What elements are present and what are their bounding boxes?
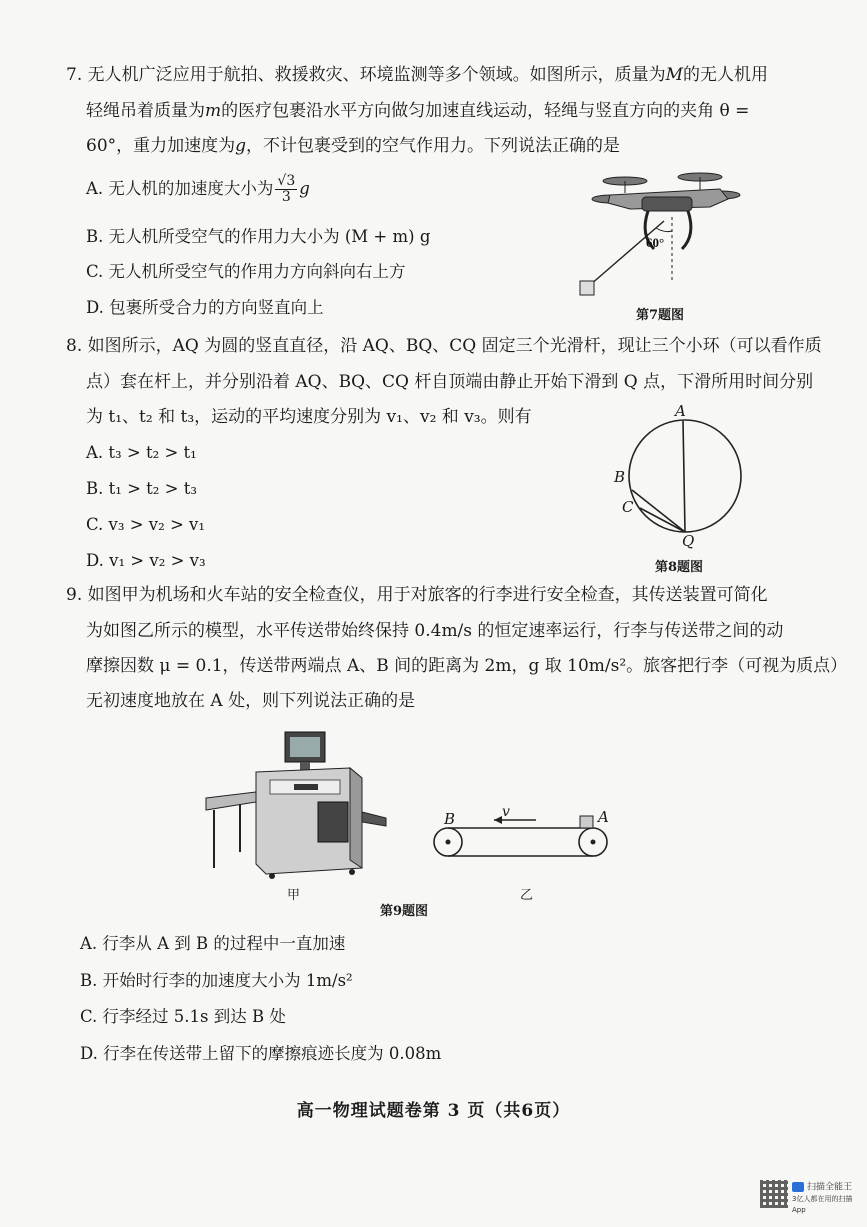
qr-code-icon [760,1180,788,1208]
conveyor-label-b: B [444,810,456,828]
q8-circle-figure [610,400,760,550]
label-yi: 乙 [520,888,534,903]
angle-label: 60° [646,235,665,250]
q8-stem-line-3: 为 t₁、t₂ 和 t₃，运动的平均速度分别为 v₁、v₂ 和 v₃。则有 [86,407,532,427]
q9-option-c: C. 行李经过 5.1s 到达 B 处 [80,1007,286,1026]
drone-leg-right [682,211,691,249]
angle-arc [656,228,672,232]
q7-option-d: D. 包裹所受合力的方向竖直向上 [86,298,324,317]
security-scanner-figure [200,728,390,880]
conveyor-model-figure [428,806,618,866]
rod-cq [640,508,685,532]
q8-figure-caption: 第8题图 [655,560,704,575]
q9-option-a: A. 行李从 A 到 B 的过程中一直加速 [80,934,346,953]
rod-aq [683,421,685,532]
arrowhead [494,816,502,824]
q7-stem-line-3: 60°，重力加速度为g，不计包裹受到的空气作用力。下列说法正确的是 [86,136,621,156]
q9-stem-line-1: 9. 如图甲为机场和火车站的安全检查仪，用于对旅客的行李进行安全检查，其传送装置可简化 [66,585,768,605]
q9-stem-line-3: 摩擦因数 μ = 0.1，传送带两端点 A、B 间的距离为 2m，g 取 10m/s²。旅客把行李（可视为质点） [86,656,848,676]
label-q: Q [682,532,695,550]
q7-option-a: A. 无人机的加速度大小为 $\frac{√3}{3}$ g [86,173,310,205]
q7-stem-line-2: 轻绳吊着质量为m的医疗包裹沿水平方向做匀加速直线运动，轻绳与竖直方向的夹角 θ = [86,101,750,121]
luggage [580,816,593,828]
watermark-brand: 扫描全能王 [807,1182,853,1193]
q8-option-b: B. t₁ > t₂ > t₃ [86,479,197,498]
q9-stem-line-2: 为如图乙所示的模型，水平传送带始终保持 0.4m/s 的恒定速率运行，行李与传送带之间的动 [86,621,784,641]
q9-option-b: B. 开始时行李的加速度大小为 1m/s² [80,971,353,990]
rope [590,221,664,285]
q7-stem-line-1: 7. 无人机广泛应用于航拍、救援救灾、环境监测等多个领域。如图所示，质量为M的无人机用 [66,65,769,85]
q9-stem-line-4: 无初速度地放在 A 处，则下列说法正确的是 [86,691,416,711]
q8-stem-line-2: 点）套在杆上，并分别沿着 AQ、BQ、CQ 杆自顶端由静止开始下滑到 Q 点，下滑所用时间分别 [86,372,814,392]
package [580,281,594,295]
drone-camera [642,197,692,211]
q7-option-c: C. 无人机所受空气的作用力方向斜向右上方 [86,262,406,281]
scanner-side [350,768,362,868]
watermark-subtitle: 3亿人都在用的扫描App [792,1194,853,1214]
q8-option-d: D. v₁ > v₂ > v₃ [86,551,206,570]
scanner-tunnel [318,802,348,842]
q7-figure-caption: 第7题图 [636,308,685,323]
q9-figure-caption: 第9题图 [380,904,429,919]
fraction: $\frac{√3}{3}$ [277,173,296,205]
q7-drone-figure [570,165,750,305]
conveyor-right [362,812,386,826]
cs-logo-icon [792,1182,804,1192]
q9-option-d: D. 行李在传送带上留下的摩擦痕迹长度为 0.08m [80,1044,442,1063]
label-c: C [622,498,634,516]
q8-option-a: A. t₃ > t₂ > t₁ [86,443,197,462]
label-jia: 甲 [287,888,301,903]
scanner-watermark [760,1180,860,1216]
label-a: A [675,402,686,420]
q8-stem-line-1: 8. 如图所示，AQ 为圆的竖直直径，沿 AQ、BQ、CQ 固定三个光滑杆，现让三个小环（可以看作质 [66,336,822,356]
wheel [349,869,355,875]
q7-option-b: B. 无人机所受空气的作用力大小为 (M + m) g [86,227,431,246]
watermark-text [792,1182,860,1216]
pulley-axle [591,840,596,845]
conveyor-label-a: A [598,808,609,826]
wheel [269,873,275,879]
page-footer: 高一物理试题卷第 3 页（共6页） [296,1101,571,1121]
pulley-axle [446,840,451,845]
label-b: B [614,468,626,486]
monitor-screen [290,737,320,757]
roller-table-left [206,792,256,810]
velocity-label: v [502,804,510,820]
q8-option-c: C. v₃ > v₂ > v₁ [86,515,205,534]
scanner-logo [294,784,318,790]
